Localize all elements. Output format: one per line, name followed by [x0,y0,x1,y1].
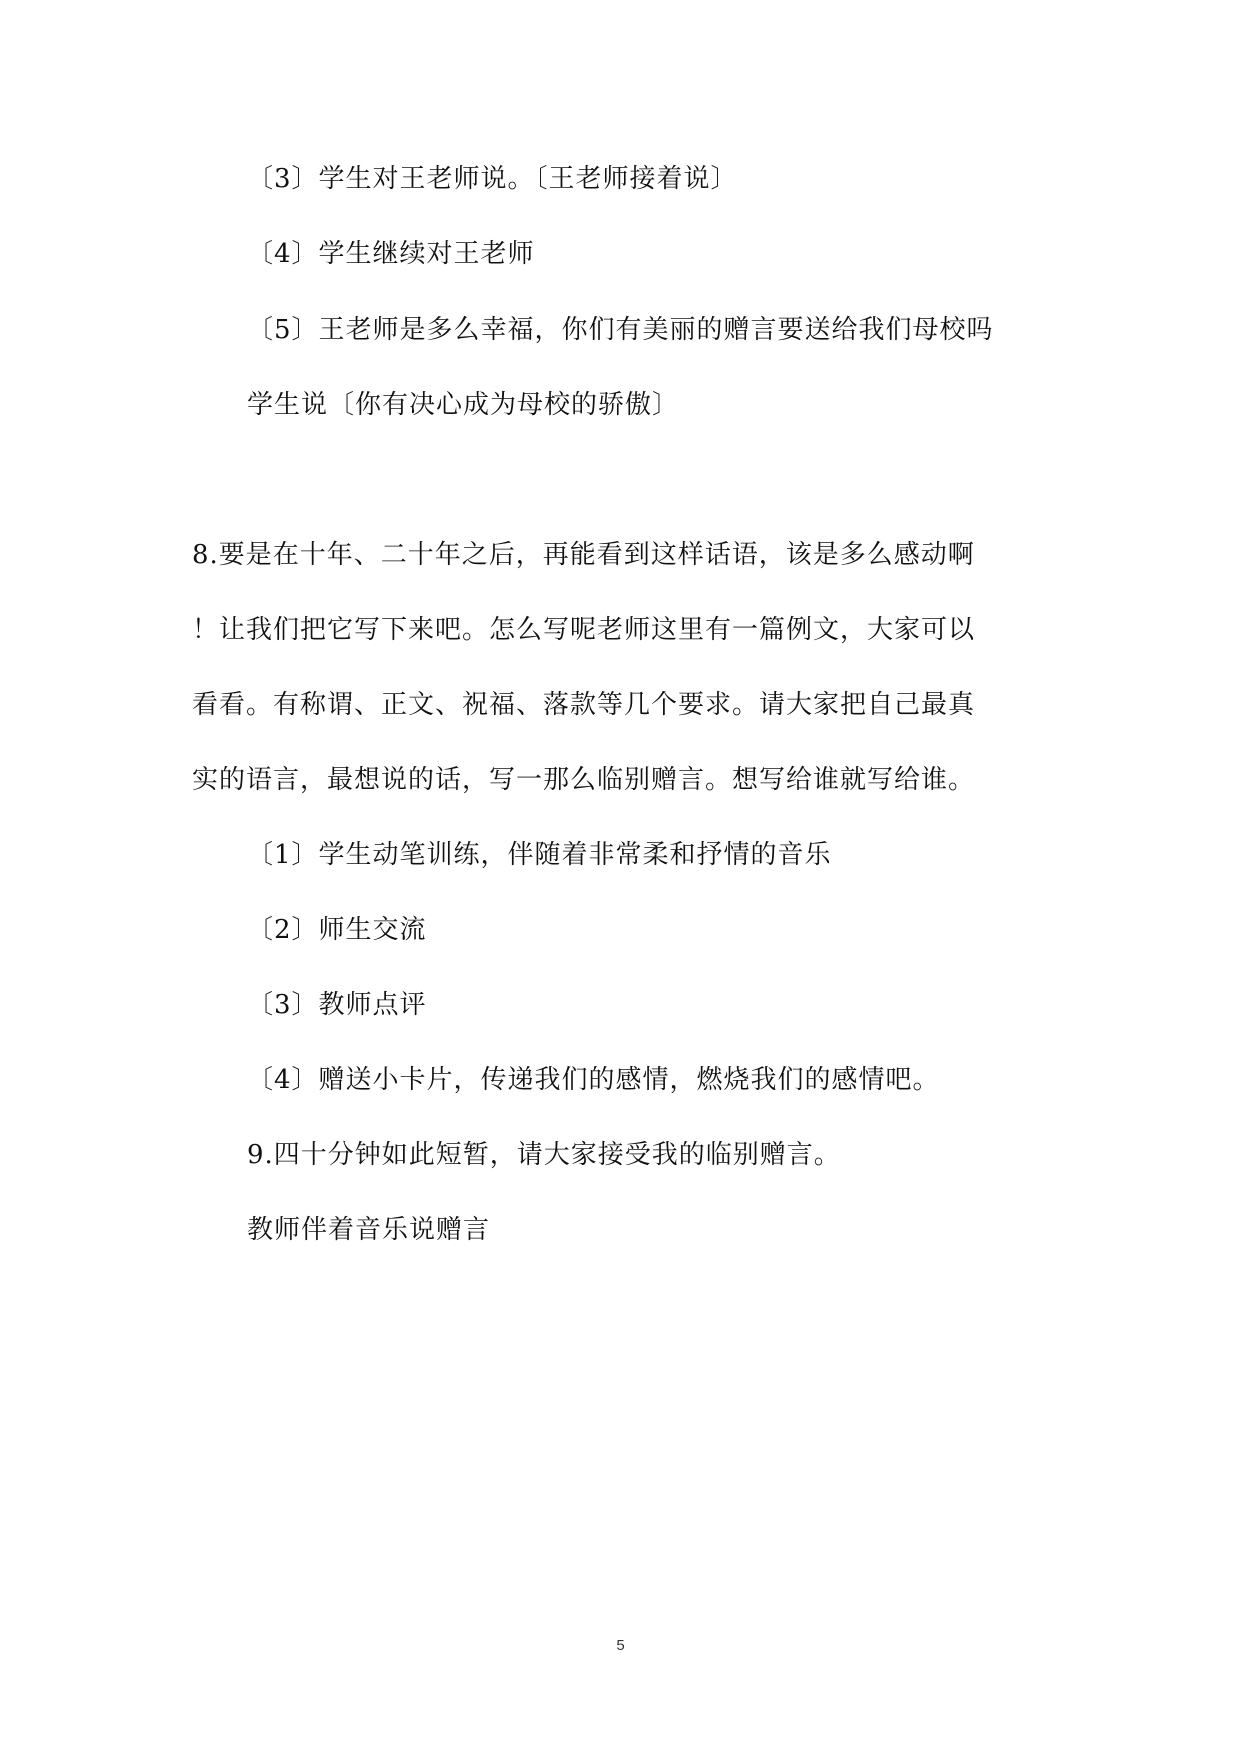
text-line: 〔3〕学生对王老师说。〔王老师接着说〕 [247,164,738,194]
text-line: 〔3〕教师点评 [247,990,427,1020]
text-line: ！让我们把它写下来吧。怎么写呢老师这里有一篇例文，大家可以 [192,615,976,645]
text-line: 8.要是在十年、二十年之后，再能看到这样话语，该是多么感动啊 [192,540,975,570]
text-line: 〔5〕王老师是多么幸福，你们有美丽的赠言要送给我们母校吗 [247,315,994,345]
text-line: 〔4〕学生继续对王老师 [247,239,535,269]
text-line: 〔4〕赠送小卡片，传递我们的感情，燃烧我们的感情吧。 [247,1065,940,1095]
text-line: 看看。有称谓、正文、祝福、落款等几个要求。请大家把自己最真 [192,690,976,720]
text-line: 〔2〕师生交流 [247,915,427,945]
text-line: 学生说〔你有决心成为母校的骄傲〕 [247,390,680,420]
text-line: 9.四十分钟如此短暂，请大家接受我的临别赠言。 [247,1140,841,1170]
page-number: 5 [616,1637,625,1654]
text-line: 实的语言，最想说的话，写一那么临别赠言。想写给谁就写给谁。 [192,765,976,795]
text-line: 教师伴着音乐说赠言 [247,1215,491,1245]
text-line: 〔1〕学生动笔训练，伴随着非常柔和抒情的音乐 [247,840,832,870]
